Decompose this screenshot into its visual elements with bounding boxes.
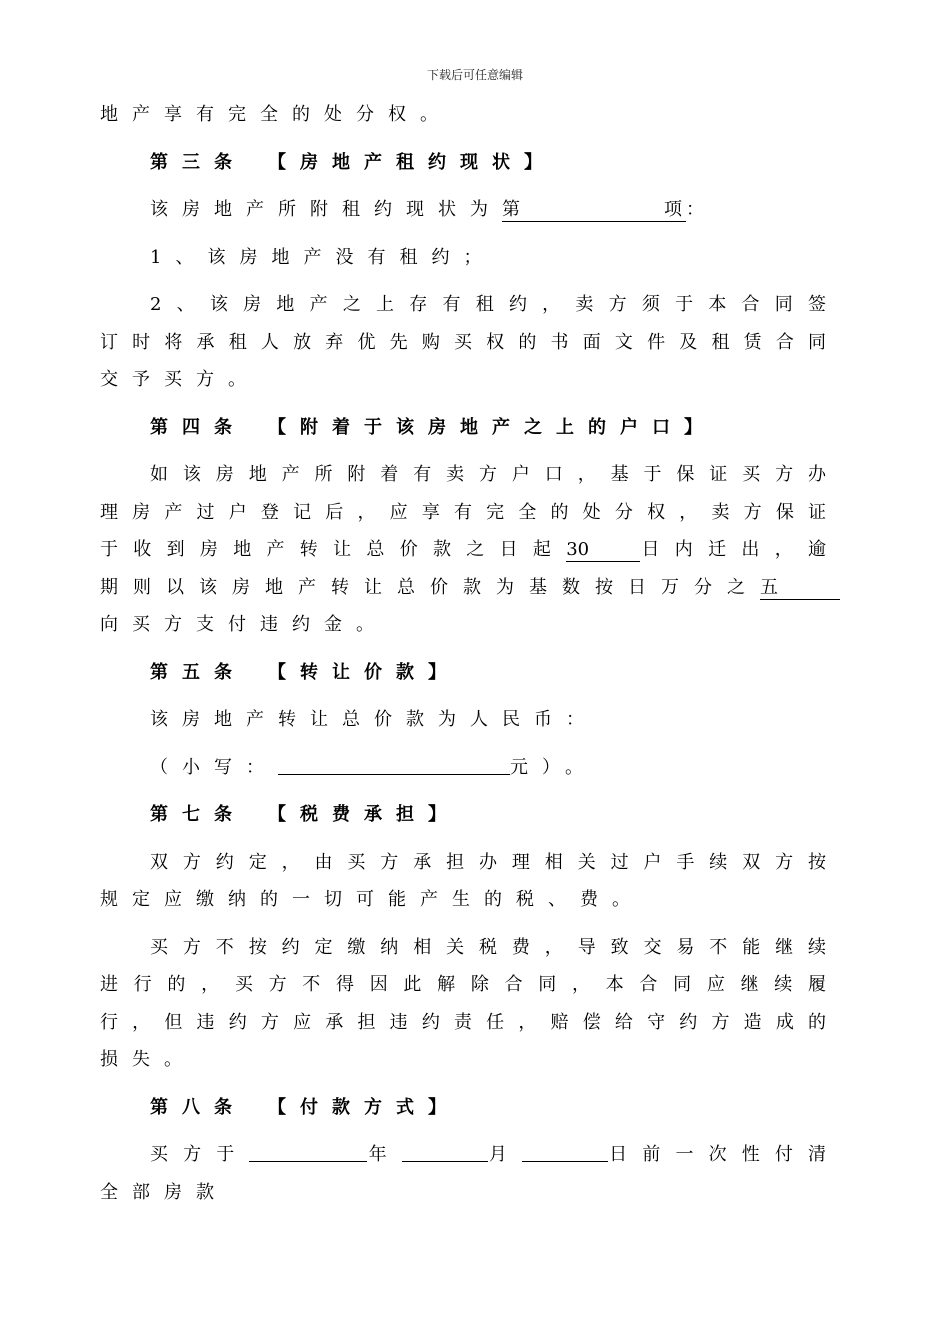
article-title: 【税费承担】 (268, 804, 460, 825)
lease-option-1: 1、该房地产没有租约； (150, 246, 496, 268)
article-3-lease-status (100, 191, 840, 229)
article-number: 第五条 (150, 661, 246, 683)
year-label: 年 (367, 1144, 402, 1165)
article-number: 第七条 (150, 804, 246, 825)
article-title: 【付款方式】 (268, 1096, 460, 1118)
paragraph-continuation: 地产享有完全的处分权。 (100, 104, 452, 125)
payment-text-b: 日前一次性付清全部房款 (100, 1144, 841, 1203)
amount-unit: 元）。 (510, 756, 597, 778)
amount-label: （小写： (150, 756, 278, 778)
article-number: 第八条 (150, 1096, 246, 1118)
article-8-heading (100, 1089, 840, 1127)
lease-item-suffix: 项 (664, 199, 682, 220)
month-label: 月 (487, 1144, 523, 1165)
household-text-b: 日内迁出，逾期则以该房地产转让总价款为基数按日万分之 (100, 539, 841, 598)
lease-option-2: 2、该房地产之上存有租约，卖方须于本合同签订时将承租人放弃优先购买权的书面文件及租赁合同交予买方。 (100, 294, 840, 390)
article-5-heading (100, 654, 840, 692)
payment-text-a: 买方于 (150, 1144, 250, 1165)
colon: ： (686, 199, 718, 220)
article-5-price-amount (100, 749, 840, 787)
lease-status-label: 该房地产所附租约现状为 (150, 199, 502, 220)
article-title: 【附着于该房地产之上的户口】 (268, 416, 716, 438)
year-input-blank[interactable] (249, 1143, 367, 1162)
household-text-c: 向买方支付违约金。 (100, 614, 388, 635)
article-4-paragraph (100, 456, 840, 644)
article-title: 【房地产租约现状】 (268, 151, 556, 173)
amount-input-blank[interactable] (278, 756, 510, 775)
article-7-heading (100, 796, 840, 834)
household-text-a: 如该房地产所附着有卖方户口，基于保证买方办理房产过户登记后，应享有完全的处分权，卖方保证于收到房地产转让总价款之日起 (100, 464, 840, 560)
article-5-price-label: 该房地产转让总价款为人民币： (150, 709, 598, 730)
month-input-blank[interactable] (402, 1143, 488, 1162)
article-number: 第三条 (150, 151, 246, 173)
lease-item-prefix: 第 (502, 199, 520, 220)
lease-item-field[interactable] (502, 199, 686, 222)
day-input-blank[interactable] (522, 1143, 608, 1162)
article-title: 【转让价款】 (268, 661, 460, 683)
article-4-heading (100, 409, 840, 447)
article-3-heading (100, 144, 840, 182)
penalty-rate-field[interactable]: 五 (760, 577, 840, 600)
article-8-payment (100, 1136, 840, 1211)
document-body (100, 96, 840, 1211)
article-7-paragraph-2: 买方不按约定缴纳相关税费，导致交易不能继续进行的，买方不得因此解除合同，本合同应继续履行，但违约方应承担违约责任，赔偿给守约方造成的损失。 (100, 936, 840, 1070)
article-number: 第四条 (150, 416, 246, 438)
page-header: 下载后可任意编辑 (426, 68, 523, 82)
article-7-paragraph-1: 双方约定，由买方承担办理相关过户手续双方按规定应缴纳的一切可能产生的税、费。 (100, 851, 840, 910)
move-out-days-field[interactable]: 30 (566, 539, 640, 562)
